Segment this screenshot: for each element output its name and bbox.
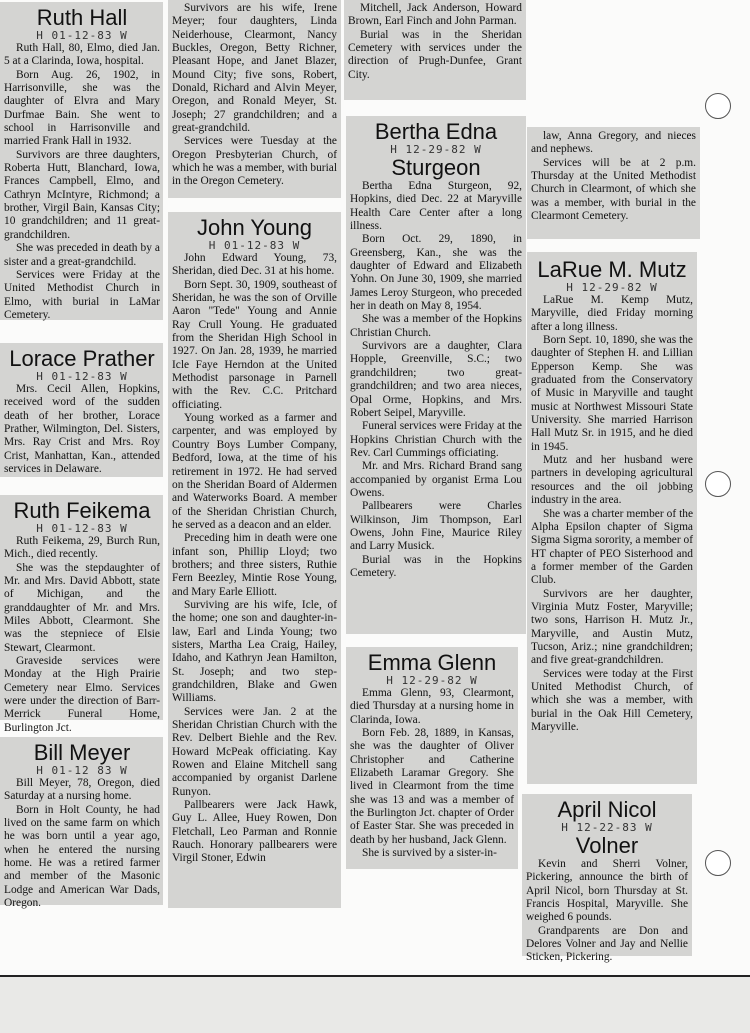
paragraph: She was preceded in death by a sister and a great-grandchild. [4,242,160,268]
scan-margin [0,977,750,1033]
obituary-text [4,383,160,476]
paragraph: Born Sept. 10, 1890, she was the daughter of Stephen H. and Lillian Epperson Kemp. She was graduated from the Conservatory of Music in Maryville and taught music at Northwest Missouri State University. She married Harrison Hall Mutz Sr. in 1915, and he died in 1945. [531,334,693,453]
obituary-text [348,2,522,82]
clipping-ruth-feikema [0,495,163,734]
obituary-title-line-2: Sturgeon [391,155,481,180]
paragraph: Born Oct. 29, 1890, in Greensberg, Kan., she was the daughter of Edward and Elizabeth Yohn. On June 30, 1909, she married James Leroy Sturgeon, who preceded her in death on May 8, 1954. [350,233,522,313]
obituary-text [4,42,160,322]
paragraph: Services will be at 2 p.m. Thursday at the United Methodist Church in Clearmont, of which she was a member, with burial in the Clearmont Cemetery. [531,156,696,223]
obituary-title: Bill Meyer [33,740,131,765]
clipping-ruth-hall [0,2,163,320]
handwritten-date: H 01-12-83 W [36,522,128,535]
paragraph: Services were today at the First United Methodist Church, of which she was a member, with burial in the Oak Hill Cemetery, Maryville. [531,667,693,733]
handwritten-date: H 12-29-82 W [386,674,478,687]
paragraph: Born Feb. 28, 1889, in Kansas, she was the daughter of Oliver Christopher and Catherine Elizabeth Laramar Gregory. She lived in Clearmont from the time she was 13 and was a member of the Burlington Jct. chapter of Order of Easter Star. She was preceded in death by her husband, Jack Glenn. [350,727,514,846]
obituary-title: Lorace Prather [9,346,155,371]
paragraph: She was the stepdaughter of Mr. and Mrs. David Abbott, state of Michigan, and the granddaughter of Mr. and Mrs. Miles Abbott, Clearmont. She was the stepniece of Elsie Stewart, Clearmont. [4,561,160,654]
clipping-john-young-continued [344,0,526,100]
paragraph: Kevin and Sherri Volner, Pickering, announce the birth of April Nicol, born Thursday at St. Francis Hospital, Maryville. She weighed 6 pounds. [526,858,688,924]
announcement-text [526,858,688,965]
obituary-text [531,294,693,734]
paragraph: Emma Glenn, 93, Clearmont, died Thursday at a nursing home in Clarinda, Iowa. [350,687,514,726]
paragraph: LaRue M. Kemp Mutz, Maryville, died Friday morning after a long illness. [531,294,693,333]
handwritten-date: H 12-29-82 W [566,281,658,294]
clipping-john-young [168,212,341,908]
obituary-text [172,252,337,866]
handwritten-date: H 12-29-82 W [390,143,482,156]
paragraph: Survivors are three daughters, Roberta Hutt, Blanchard, Iowa, Frances Campbell, Elmo, and Cathryn McIntyre, Richmond; a brother, Virgil Bain, Kansas City; 10 grandchildren; and 11 great-grandchildren. [4,148,160,241]
paragraph: Young worked as a farmer and carpenter, and was employed by Country Boys Lumber Company, Bedford, Iowa, at the time of his retirement in 1972. He had served on the Sheridan Board of Aldermen and Waterworks Board. A member of the Sheridan Christian Church, he served as a deacon and an elder. [172,412,337,531]
obituary-title: Bertha Edna [374,119,498,144]
clipping-emma-glenn [346,647,518,869]
obituary-text [172,2,337,189]
obituary-title: John Young [196,215,313,240]
paragraph: Preceding him in death were one infant son, Phillip Lloyd; two brothers; and three sisters, Ruthie Fern Beezley, Mintie Rose Young, and Mary Earle Elliott. [172,532,337,598]
paragraph: Pallbearers were Jack Hawk, Guy L. Allee, Huey Rowen, Don Fletchall, Leo Parman and Ronnie Rauch. Honorary pallbearers were Virgil Stoner, Edwin [172,799,337,865]
paragraph: Bertha Edna Sturgeon, 92, Hopkins, died Dec. 22 at Maryville Health Care Center after a long illness. [350,180,522,233]
paragraph: Survivors are a daughter, Clara Hopple, Greenville, S.C.; two grandchildren; two great-grandchildren; and two area nieces, Opal Orme, Hopkins, and Mrs. Robert Seipel, Maryville. [350,340,522,419]
clipping-lorace-prather [0,343,163,477]
paragraph: Survivors are his wife, Irene Meyer; four daughters, Linda Neiderhouse, Clearmont, Nancy Buckles, Oregon, Betty Richner, Pleasant Hope, and Janet Blazer, Mound City; five sons, Robert, Donald, Richard and Alvin Meyer, Oregon, and Ronald Meyer, St. Joseph; 27 grandchildren; and a great-grandchild. [172,2,337,135]
punch-hole [705,850,731,876]
paragraph: Graveside services were Monday at the High Prairie Cemetery near Elmo. Services were under the direction of Barr-Merrick Funeral Home, Burlington Jct. [4,655,160,734]
paragraph: Born Sept. 30, 1909, southeast of Sheridan, he was the son of Orville Aaron "Tede" Young and Annie Ray Crull Young. He graduated from the Sheridan High School in 1927. On Jan. 28, 1939, he married Icle Faye Herndon at the United Methodist parsonage in Parnell with the Rev. C.C. Pritchard officiating. [172,278,337,411]
obituary-text [350,180,522,580]
paragraph: Surviving are his wife, Icle, of the home; one son and daughter-in-law, Earl and Linda Young; two sisters, Martha Lea Craig, Hailey, Idaho, and Kathryn Jean Hamilton, St. Joseph; and two step-grandchildren, Blake and Gwen Williams. [172,598,337,705]
clipping-larue-mutz [527,252,697,784]
clipping-april-volner [522,794,692,964]
obituary-title: Emma Glenn [367,650,497,675]
paragraph: Mr. and Mrs. Richard Brand sang accompanied by organist Erma Lou Owens. [350,460,522,499]
paragraph: Services were Friday at the United Methodist Church in Elmo, with burial in LaMar Cemetery. [4,268,160,321]
paragraph: Services were Tuesday at the Oregon Presbyterian Church, of which he was a member, with burial in the Oregon Cemetery. [172,135,337,188]
handwritten-date: H 12-22-83 W [561,821,653,834]
obituary-title: LaRue M. Mutz [537,257,687,282]
paragraph: John Edward Young, 73, Sheridan, died Dec. 31 at his home. [172,252,337,278]
handwritten-date: H 01-12 83 W [36,764,128,777]
obituary-title: Ruth Hall [36,5,128,30]
clipping-bertha-sturgeon [346,116,526,634]
clipping-emma-glenn-continued [527,127,700,239]
clipping-bill-meyer-continued [168,0,341,198]
obituary-text [4,777,160,910]
announcement-title: April Nicol [557,797,657,822]
handwritten-date: H 01-12-83 W [36,370,128,383]
paragraph: Born in Holt County, he had lived on the same farm on which he was born until a year ago, when he entered the nursing home. He was a retired farmer and member of the Masonic Lodge and American War Dads, Oregon. [4,803,160,910]
paragraph: Funeral services were Friday at the Hopkins Christian Church with the Rev. Carl Cummings officiating. [350,420,522,459]
paragraph: She was a member of the Hopkins Christian Church. [350,313,522,339]
paragraph: She was a charter member of the Alpha Epsilon chapter of Sigma Sigma Sigma sorority, a member of HT chapter of PEO Sisterhood and a former member of the Garden Club. [531,507,693,587]
paragraph: Burial was in the Hopkins Cemetery. [350,553,522,579]
handwritten-date: H 01-12-83 W [36,29,128,42]
paragraph: Survivors are her daughter, Virginia Mutz Foster, Maryville; two sons, Harrison H. Mutz Jr., Maryville, and Austin Mutz, Tucson, Ariz.; nine grandchildren; and five great-grandchildren. [531,587,693,667]
handwritten-date: H 01-12-83 W [208,239,301,252]
clipping-bill-meyer [0,737,163,910]
paragraph: Grandparents are Don and Delores Volner and Jay and Nellie Sticken, Pickering. [526,924,688,964]
paragraph: Mutz and her husband were partners in developing agricultural resources and the oil jobbing industry in the area. [531,454,693,507]
paragraph: Bill Meyer, 78, Oregon, died Saturday at a nursing home. [4,777,160,803]
paragraph: She is survived by a sister-in- [362,847,497,860]
paragraph: Burial was in the Sheridan Cemetery with services under the direction of Prugh-Dunfee, Grant City. [348,28,522,81]
obituary-text [531,130,696,223]
paragraph: law, Anna Gregory, and nieces and nephews. [531,130,696,156]
announcement-title-line-2: Volner [575,833,639,858]
obituary-title: Ruth Feikema [13,498,151,523]
punch-hole [705,93,731,119]
paragraph: Pallbearers were Charles Wilkinson, Jim Thompson, Earl Owens, John Fine, Maurice Riley and Larry Musick. [350,500,522,553]
paragraph: Born Aug. 26, 1902, in Harrisonville, she was the daughter of Elvra and Mary Durfmae Bain. She went to school in Harrisonville and married Frank Hall in 1932. [4,68,160,148]
punch-hole [705,471,731,497]
paragraph: Ruth Hall, 80, Elmo, died Jan. 5 at a Clarinda, Iowa, hospital. [4,42,160,68]
paragraph: Mrs. Cecil Allen, Hopkins, received word of the sudden death of her brother, Lorace Prather, Wilmington, Del. Sisters, Mrs. Ray Crist and Mrs. Roy Crist, Manhattan, Kan., attended services in Delaware. [4,383,160,476]
obituary-text [4,535,160,735]
obituary-text [350,687,514,860]
paragraph: Services were Jan. 2 at the Sheridan Christian Church with the Rev. Delbert Biehle and the Rev. Howard McPeak officiating. Kay Rowen and Elaine Mitchell sang accompanied by organist Darlene Runyon. [172,705,337,798]
paragraph: Mitchell, Jack Anderson, Howard Brown, Earl Finch and John Parman. [348,2,522,28]
paragraph: Ruth Feikema, 29, Burch Run, Mich., died recently. [4,535,160,561]
